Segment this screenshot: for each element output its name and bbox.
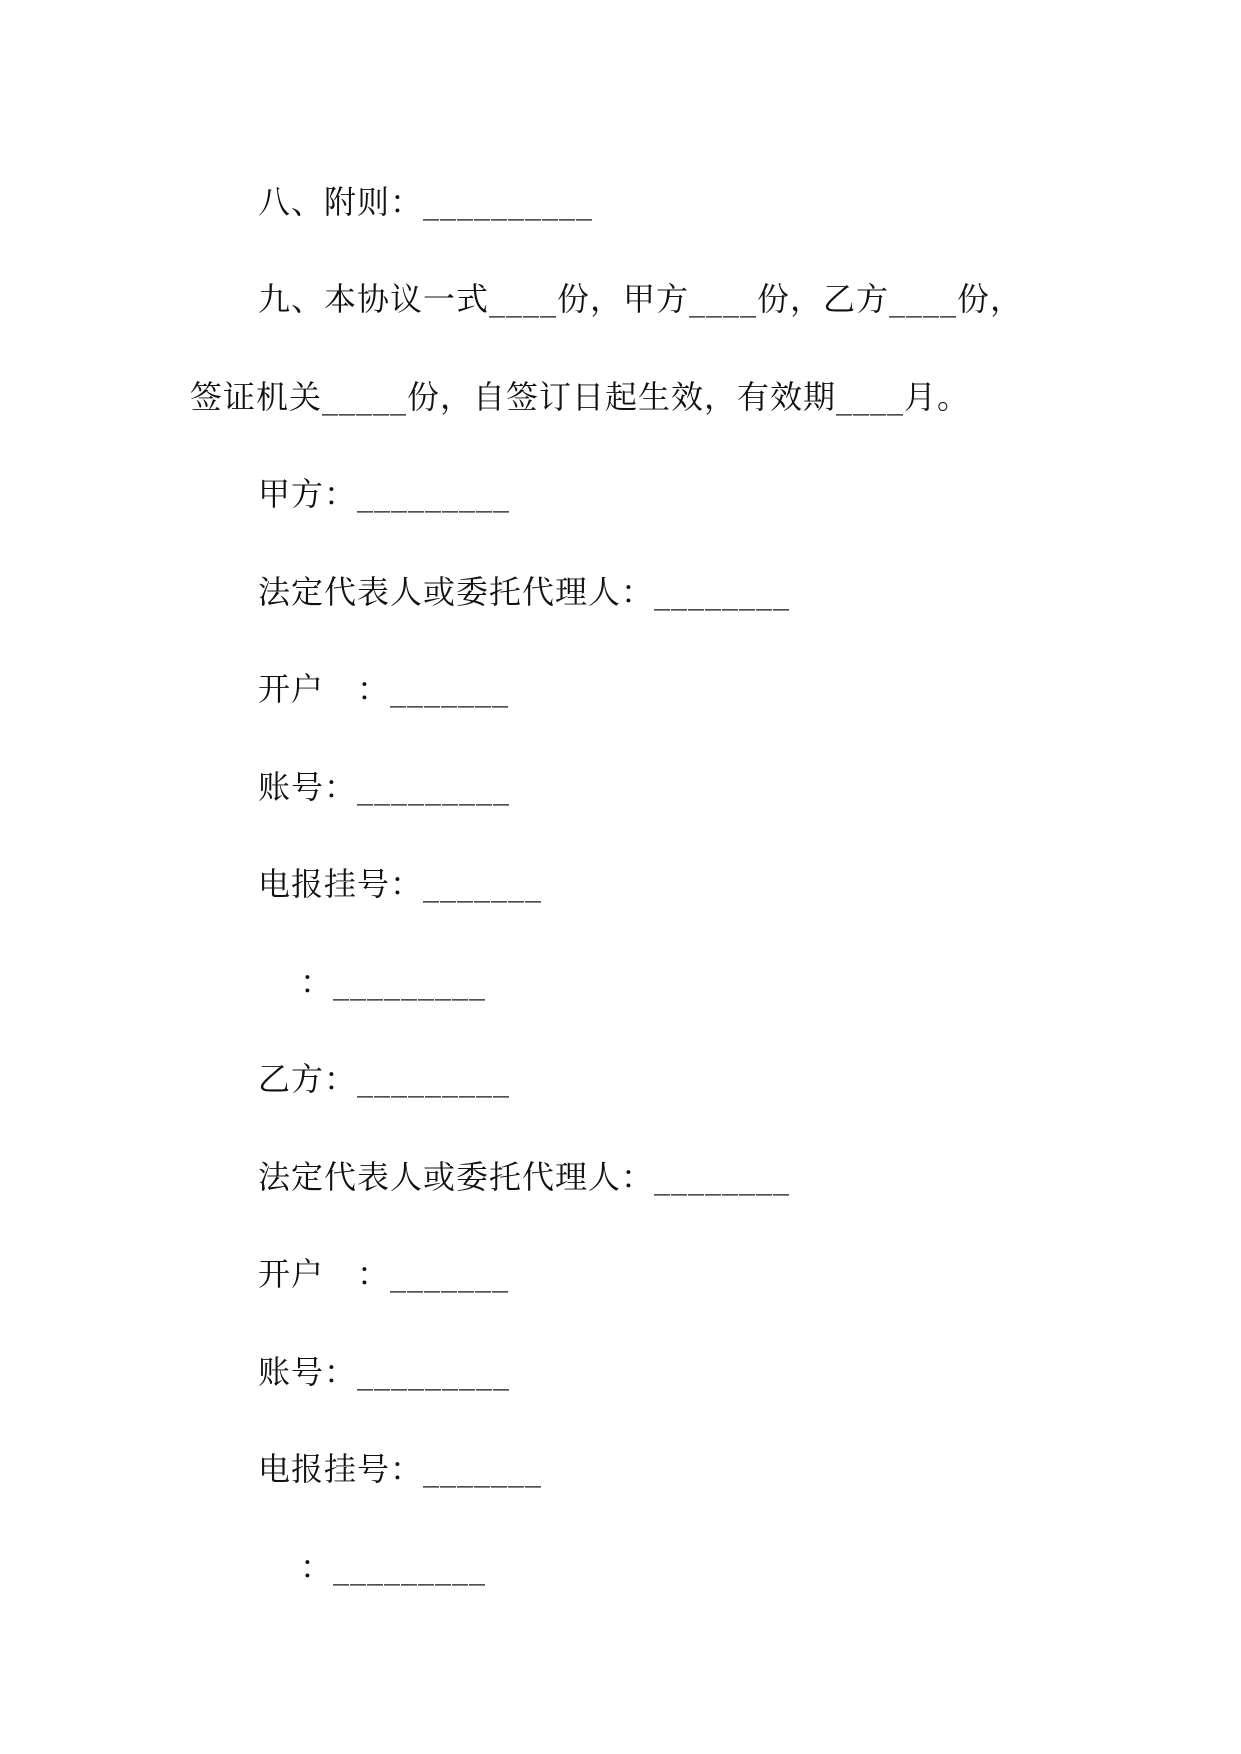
party-b-label: 乙方：_________ <box>258 1060 511 1098</box>
party-a-representative: 法定代表人或委托代理人：________ <box>258 573 791 611</box>
party-b-extra-field: ：_________ <box>300 1548 487 1586</box>
party-b-bank: 开户 ：_______ <box>258 1255 510 1293</box>
clause-8-supplementary: 八、附则：__________ <box>258 183 594 221</box>
party-a-extra-field: ：_________ <box>300 963 487 1001</box>
party-b-representative: 法定代表人或委托代理人：________ <box>258 1158 791 1196</box>
party-a-account: 账号：_________ <box>258 768 511 806</box>
party-b-account: 账号：_________ <box>258 1353 511 1391</box>
party-a-telegraph: 电报挂号：_______ <box>258 865 543 903</box>
party-b-telegraph: 电报挂号：_______ <box>258 1450 543 1488</box>
party-a-bank: 开户 ：_______ <box>258 670 510 708</box>
clause-9-continuation: 签证机关_____份，自签订日起生效，有效期____月。 <box>190 378 971 416</box>
clause-9-copies: 九、本协议一式____份，甲方____份，乙方____份， <box>258 280 1024 318</box>
party-a-label: 甲方：_________ <box>258 475 511 513</box>
